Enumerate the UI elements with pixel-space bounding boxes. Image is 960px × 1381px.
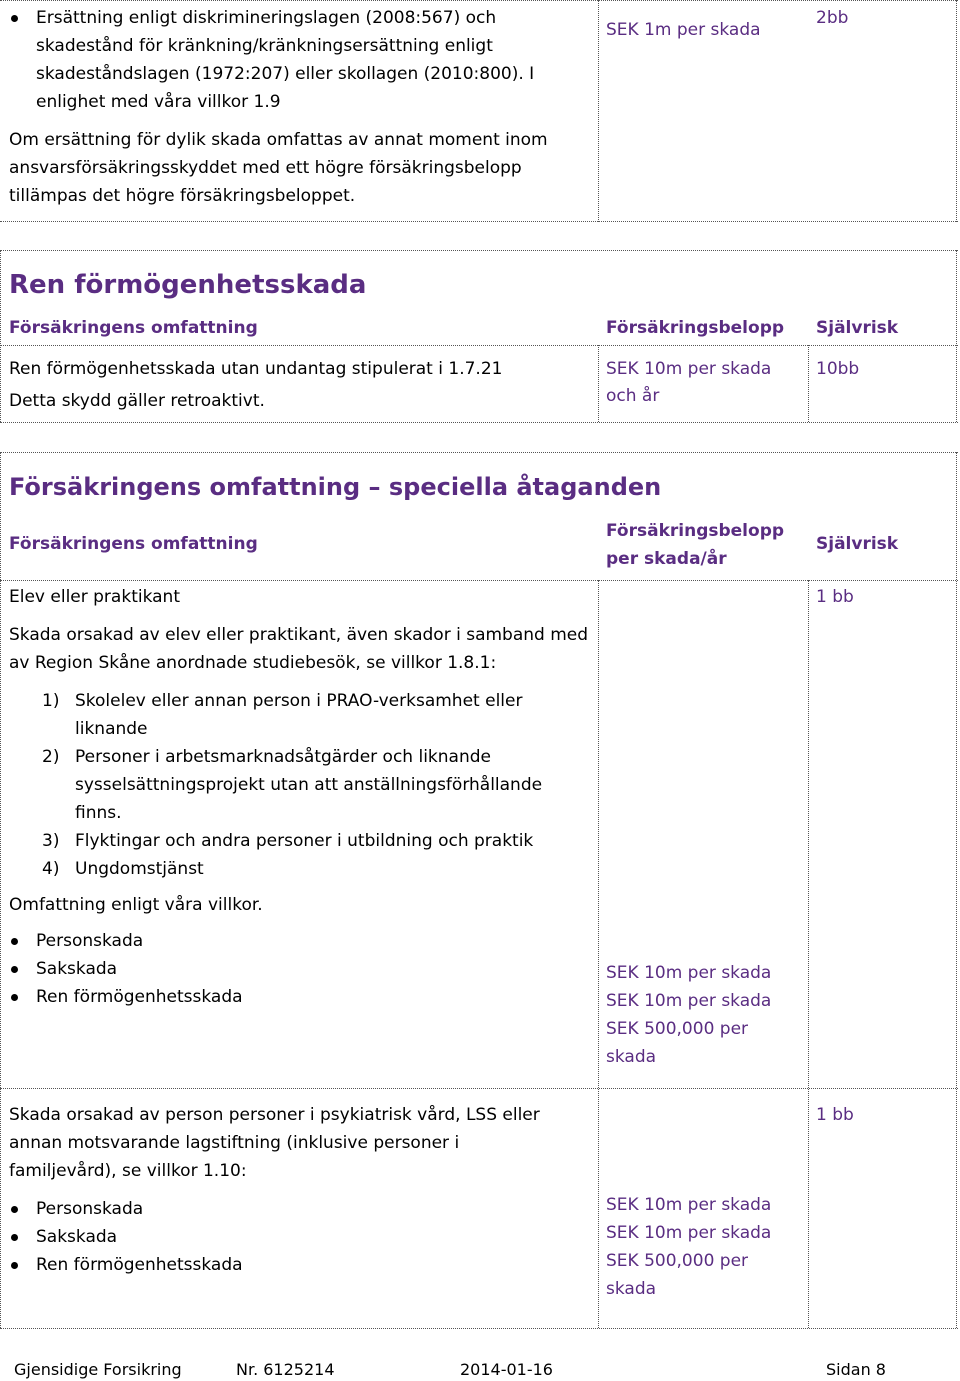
ren-col-amount: Försäkringsbelopp	[606, 318, 785, 338]
special-row2-scope	[9, 1101, 569, 1279]
amount-value: SEK 500,000 per skada	[606, 1019, 749, 1067]
ren-deductible: 10bb	[816, 359, 860, 379]
top-deductible: 2bb	[816, 8, 849, 28]
row1-scope-note: Omfattning enligt våra villkor.	[9, 895, 263, 915]
row1-heading: Elev eller praktikant	[9, 587, 180, 607]
row1-numbered-list	[9, 687, 591, 883]
ren-amount-line2: och år	[606, 386, 660, 406]
special-row1-scope	[9, 583, 591, 1011]
list-item: 2) Personer i arbetsmarknadsåtgärder och liknande sysselsättningsprojekt utan att anställningsförhållande finns.	[42, 747, 543, 823]
ren-section-title: Ren förmögenhetsskada	[9, 270, 367, 300]
footer-page: Sidan 8	[826, 1360, 886, 1379]
top-bullet-text: Ersättning enligt diskrimineringslagen (2008:567) och skadestånd för kränkning/kränkningsersättning enligt skadeståndslagen (1972:207) eller skollagen (2010:800). I enlighet med våra villkor 1.9	[9, 4, 584, 116]
amount-value: SEK 10m per skada	[606, 1195, 772, 1215]
amount-value: SEK 10m per skada	[606, 991, 772, 1011]
row1-amounts	[606, 959, 796, 1071]
row2-desc: Skada orsakad av person personer i psykiatrisk vård, LSS eller annan motsvarande lagstiftning (inklusive personer i familjevård), se villkor 1.10:	[9, 1105, 540, 1181]
footer-date: 2014-01-16	[460, 1360, 553, 1379]
list-item: 1) Skolelev eller annan person i PRAO-verksamhet eller liknande	[42, 691, 523, 739]
row1-bullets	[9, 927, 591, 1011]
row1-deductible: 1 bb	[816, 587, 854, 607]
list-item: Sakskada	[9, 1223, 569, 1251]
list-item: 3) Flyktingar och andra personer i utbildning och praktik	[42, 831, 534, 851]
special-col-amount-line2: per skada/år	[606, 549, 727, 569]
row2-amounts	[606, 1191, 796, 1303]
ren-col-scope: Försäkringens omfattning	[9, 318, 258, 338]
list-item: 4) Ungdomstjänst	[42, 859, 204, 879]
top-amount: SEK 1m per skada	[606, 20, 761, 40]
amount-value: SEK 500,000 per skada	[606, 1251, 749, 1299]
special-col-deductible: Självrisk	[816, 534, 899, 554]
ren-scope-line2: Detta skydd gäller retroaktivt.	[9, 391, 265, 411]
top-scope-cell	[9, 4, 584, 210]
top-note: Om ersättning för dylik skada omfattas av annat moment inom ansvarsförsäkringsskyddet med ett högre försäkringsbelopp tillämpas det högre försäkringsbeloppet.	[9, 130, 548, 206]
row1-desc: Skada orsakad av elev eller praktikant, även skador i samband med av Region Skåne anordnade studiebesök, se villkor 1.8.1:	[9, 625, 589, 673]
list-item: Ren förmögenhetsskada	[9, 983, 591, 1011]
special-section-title: Försäkringens omfattning – speciella åtaganden	[9, 473, 662, 501]
special-col-amount-line1: Försäkringsbelopp	[606, 521, 785, 541]
amount-value: SEK 10m per skada	[606, 1223, 772, 1243]
list-item: Personskada	[9, 1195, 569, 1223]
ren-col-deductible: Självrisk	[816, 318, 899, 338]
ren-scope-line1: Ren förmögenhetsskada utan undantag stipulerat i 1.7.21	[9, 359, 503, 379]
list-item: Personskada	[9, 927, 591, 955]
amount-value: SEK 10m per skada	[606, 963, 772, 983]
ren-amount-line1: SEK 10m per skada	[606, 359, 772, 379]
list-item: Ren förmögenhetsskada	[9, 1251, 569, 1279]
special-col-scope: Försäkringens omfattning	[9, 534, 258, 554]
list-item: Sakskada	[9, 955, 591, 983]
row2-deductible: 1 bb	[816, 1105, 854, 1125]
footer-number: Nr. 6125214	[236, 1360, 335, 1379]
row2-bullets	[9, 1195, 569, 1279]
footer-company: Gjensidige Forsikring	[14, 1360, 182, 1379]
